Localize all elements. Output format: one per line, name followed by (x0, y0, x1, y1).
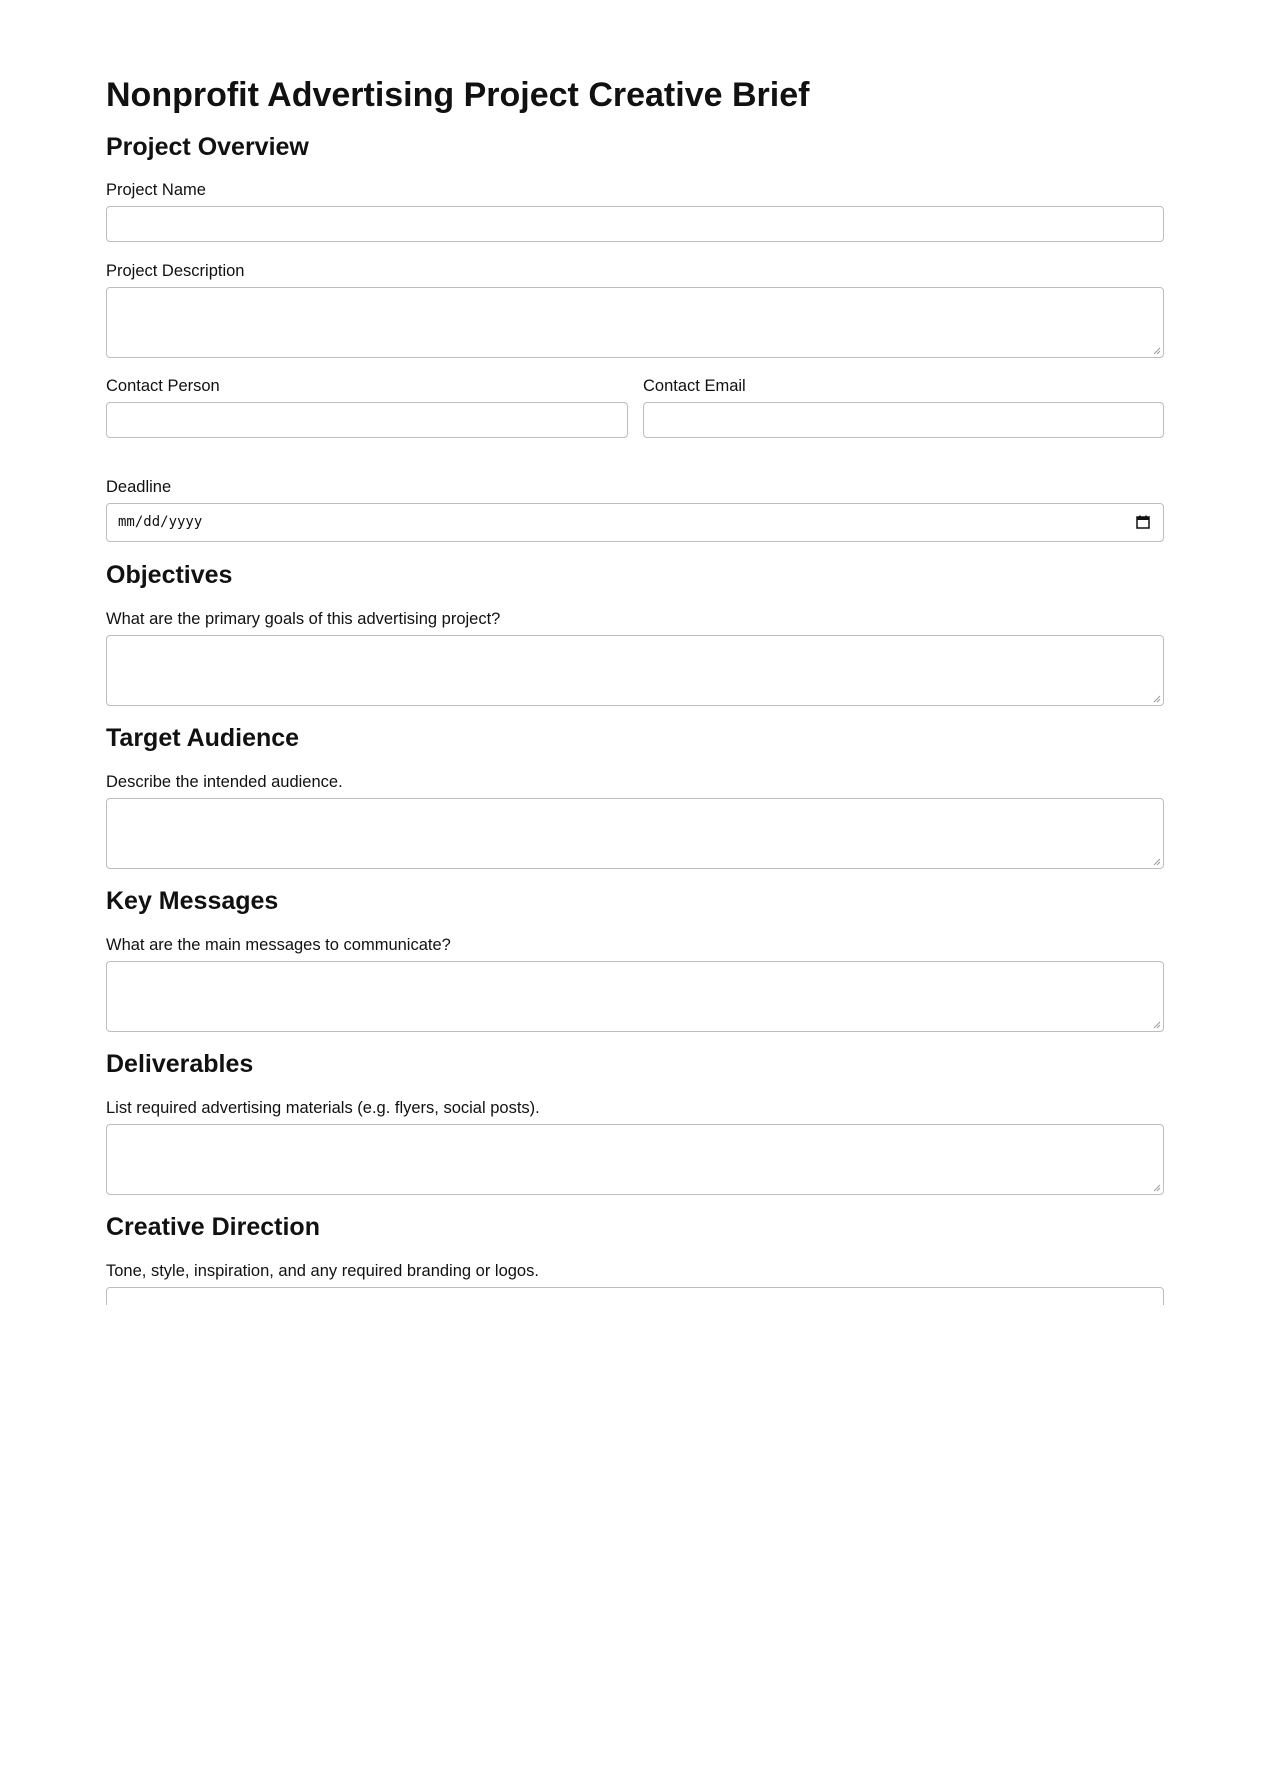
resize-grip-icon[interactable] (1153, 1021, 1161, 1029)
contact-person-label: Contact Person (106, 377, 220, 395)
project-name-input[interactable] (106, 206, 1164, 242)
deadline-date-placeholder: mm/dd/yyyy (118, 514, 203, 530)
section-title-key-messages: Key Messages (106, 887, 279, 915)
contact-email-input[interactable] (643, 402, 1164, 438)
deliverables-textarea[interactable] (106, 1124, 1164, 1195)
calendar-icon[interactable] (1136, 515, 1150, 529)
target-audience-prompt: Describe the intended audience. (106, 773, 343, 791)
page-title: Nonprofit Advertising Project Creative Brief (106, 76, 810, 114)
creative-direction-prompt: Tone, style, inspiration, and any required branding or logos. (106, 1262, 539, 1280)
section-title-deliverables: Deliverables (106, 1050, 254, 1078)
project-description-textarea[interactable] (106, 287, 1164, 358)
resize-grip-icon[interactable] (1153, 695, 1161, 703)
deliverables-prompt: List required advertising materials (e.g. flyers, social posts). (106, 1099, 540, 1117)
objectives-textarea[interactable] (106, 635, 1164, 706)
resize-grip-icon[interactable] (1153, 858, 1161, 866)
contact-person-input[interactable] (106, 402, 628, 438)
deadline-date-input[interactable] (106, 503, 1164, 542)
page-blank-area (0, 1305, 1263, 1769)
objectives-prompt: What are the primary goals of this advertising project? (106, 610, 501, 628)
section-title-objectives: Objectives (106, 561, 233, 589)
section-title-project-overview: Project Overview (106, 133, 309, 161)
section-title-target-audience: Target Audience (106, 724, 300, 752)
deadline-label: Deadline (106, 478, 172, 496)
section-title-creative-direction: Creative Direction (106, 1213, 320, 1241)
contact-email-label: Contact Email (643, 377, 746, 395)
resize-grip-icon[interactable] (1153, 1184, 1161, 1192)
resize-grip-icon[interactable] (1153, 347, 1161, 355)
key-messages-textarea[interactable] (106, 961, 1164, 1032)
project-name-label: Project Name (106, 181, 206, 199)
target-audience-textarea[interactable] (106, 798, 1164, 869)
key-messages-prompt: What are the main messages to communicate? (106, 936, 451, 954)
project-description-label: Project Description (106, 262, 245, 280)
